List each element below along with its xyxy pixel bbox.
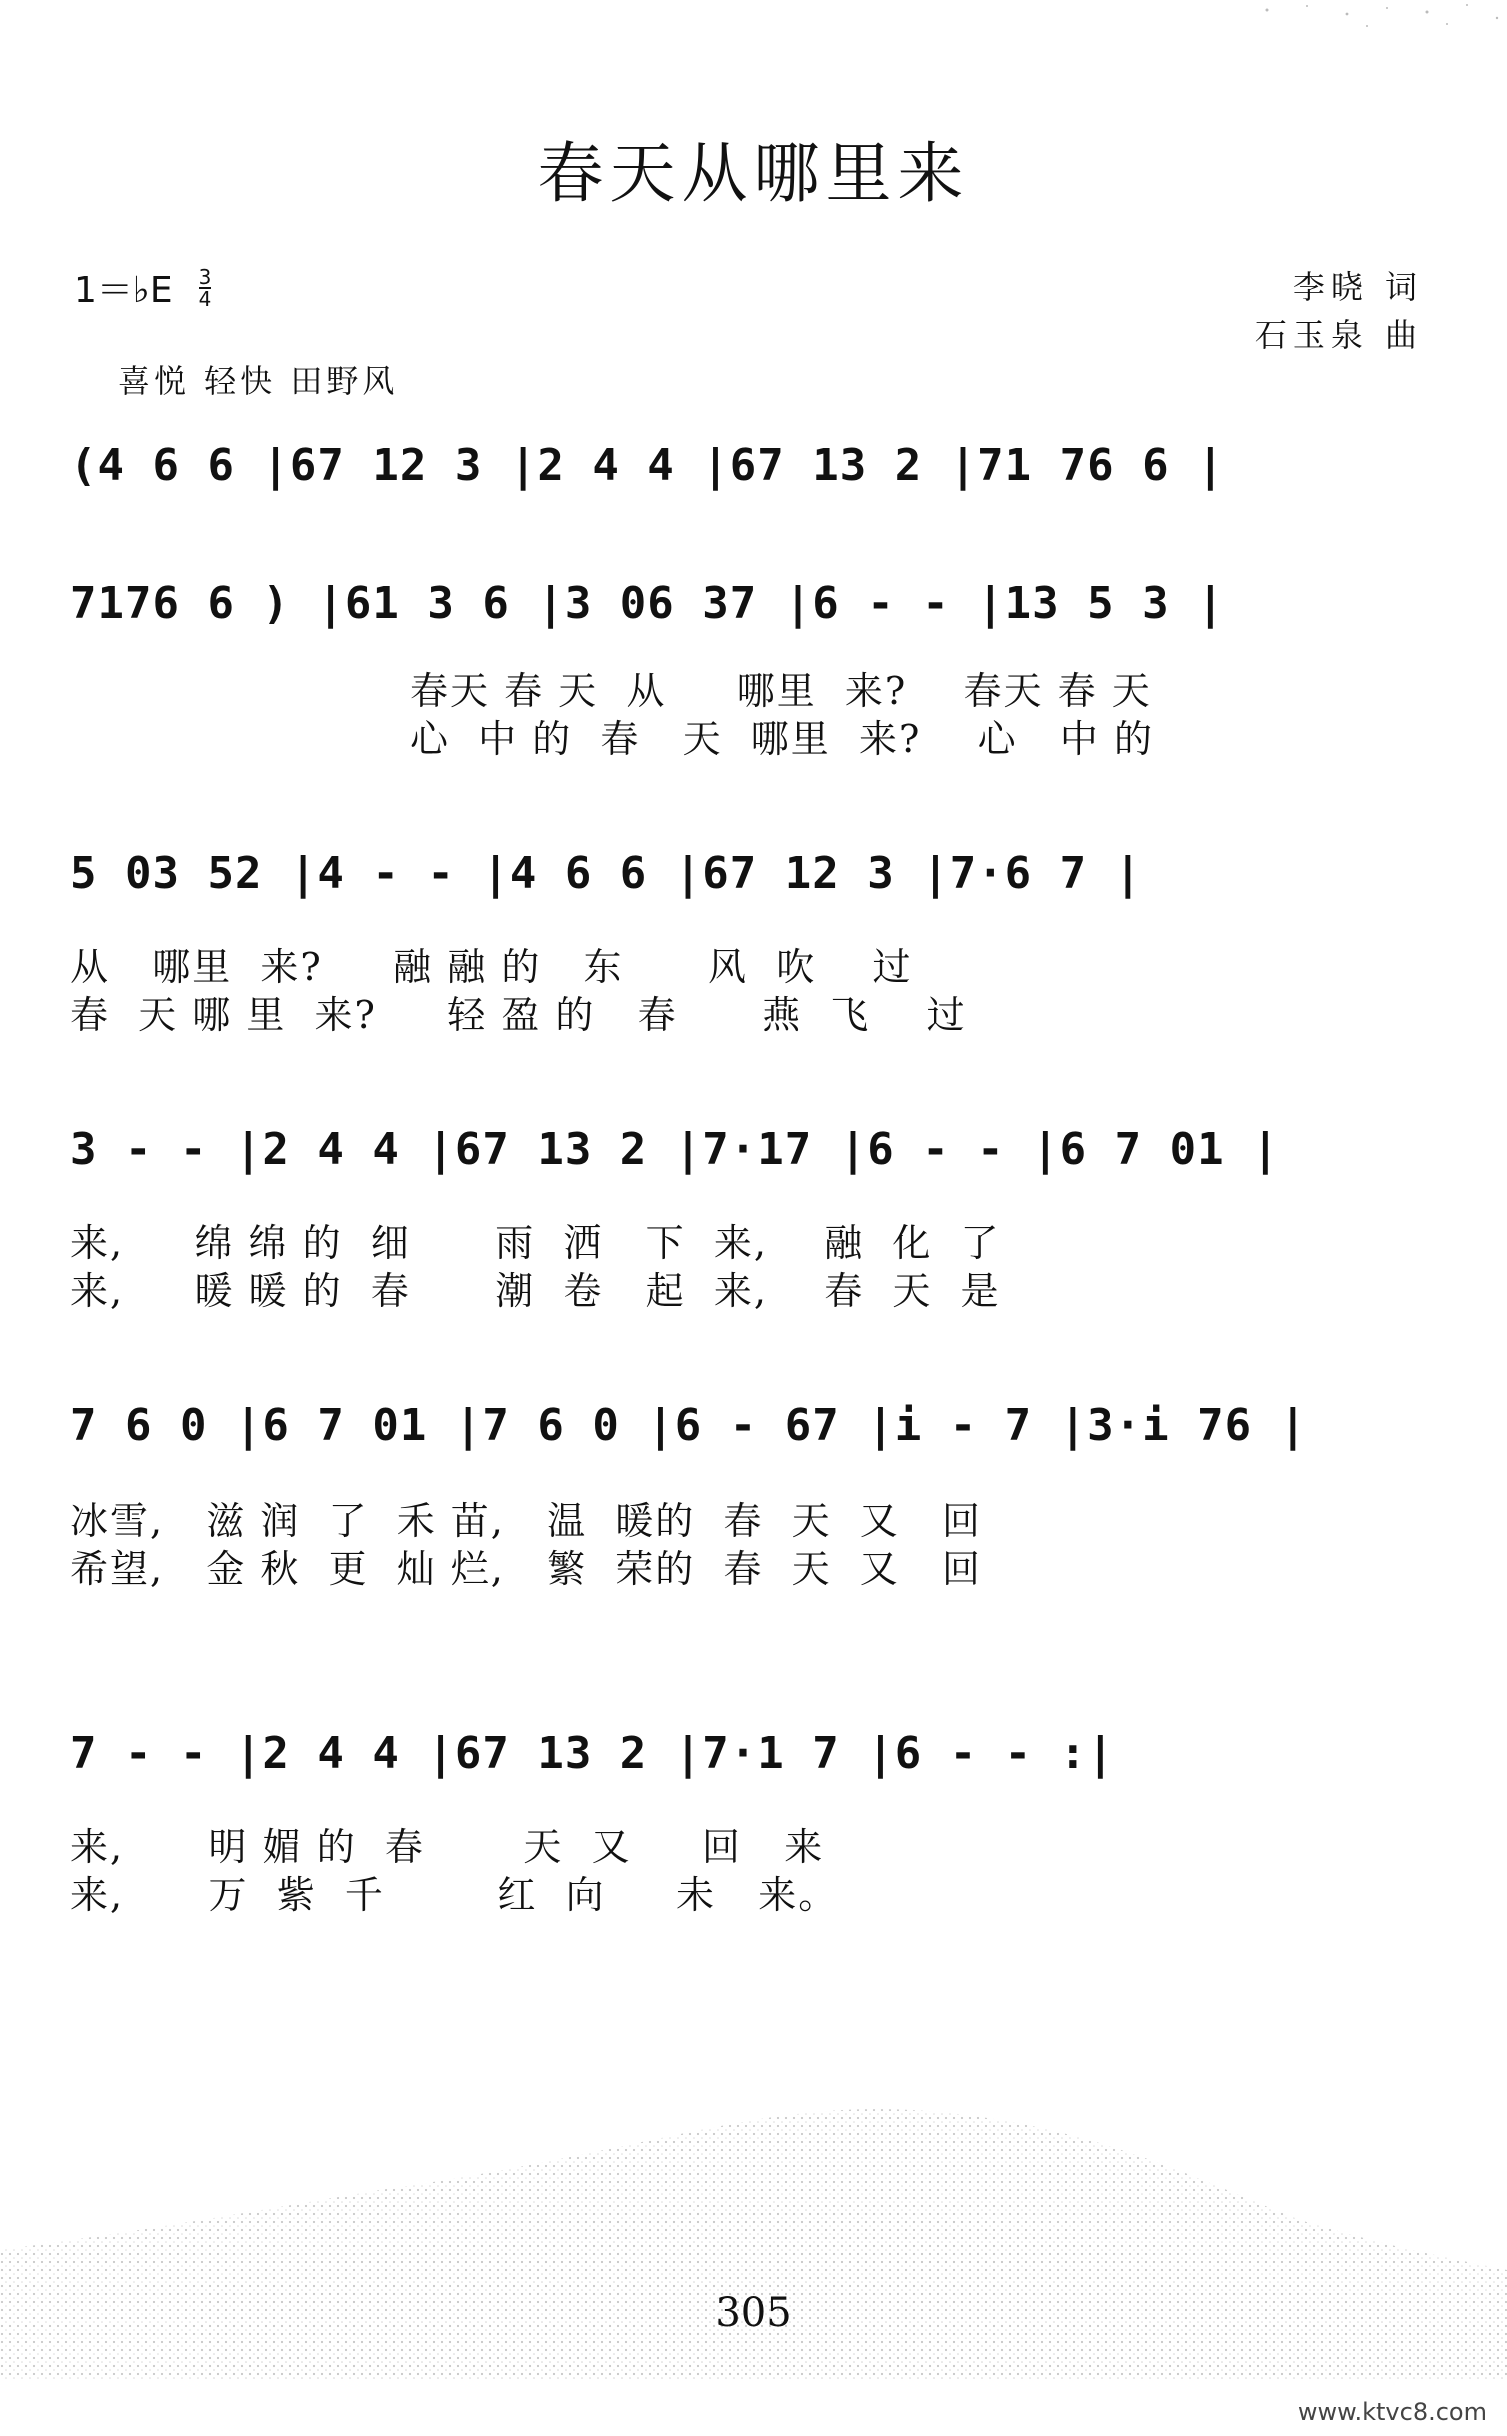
time-signature-top: 3 xyxy=(198,264,212,289)
lyric-line-2-verse-2: 心 中 的 春 天 哪里 来? 心 中 的 xyxy=(410,717,1154,761)
lyric-line-2-verse-1: 春天 春 天 从 哪里 来? 春天 春 天 xyxy=(410,669,1152,713)
lyric-line-4-verse-2: 来, 暖 暖 的 春 潮 卷 起 来, 春 天 是 xyxy=(70,1269,1001,1313)
lyric-line-5-verse-1: 冰雪, 滋 润 了 禾 苗, 温 暖的 春 天 又 回 xyxy=(70,1499,982,1543)
lyric-line-4-verse-1: 来, 绵 绵 的 细 雨 洒 下 来, 融 化 了 xyxy=(70,1221,1001,1265)
notation-line-3: 5 03 52 |4 - - |4 6 6 |67 12 3 |7·6 7 | xyxy=(70,848,1143,899)
lyricist-credit: 李晓 词 xyxy=(1292,268,1423,306)
lyric-line-5-verse-2: 希望, 金 秋 更 灿 烂, 繁 荣的 春 天 又 回 xyxy=(70,1547,982,1591)
notation-line-6: 7 - - |2 4 4 |67 13 2 |7·1 7 |6 - - :| xyxy=(70,1728,1115,1779)
notation-line-4: 3 - - |2 4 4 |67 13 2 |7·17 |6 - - |6 7 01 | xyxy=(70,1124,1280,1175)
time-signature xyxy=(198,264,212,311)
key-signature xyxy=(74,262,211,313)
lyric-line-3-verse-1: 从 哪里 来? 融 融 的 东 风 吹 过 xyxy=(70,945,913,989)
notation-line-1: (4 6 6 |67 12 3 |2 4 4 |67 13 2 |71 76 6 | xyxy=(70,440,1225,491)
tempo-marking: 喜悦 轻快 田野风 xyxy=(118,362,399,400)
song-title: 春天从哪里来 xyxy=(537,135,970,212)
page-number: 305 xyxy=(715,2290,792,2336)
lyric-line-6-verse-1: 来, 明 媚 的 春 天 又 回 来 xyxy=(70,1825,825,1869)
notation-line-2: 7176 6 ) |61 3 6 |3 06 37 |6 - - |13 5 3 | xyxy=(70,578,1225,629)
composer-credit: 石玉泉 曲 xyxy=(1254,316,1423,354)
time-signature-bottom: 4 xyxy=(198,286,212,311)
notation-line-5: 7 6 0 |6 7 01 |7 6 0 |6 - 67 |i - 7 |3·i 76 | xyxy=(70,1400,1308,1451)
lyric-line-6-verse-2: 来, 万 紫 千 红 向 未 来。 xyxy=(70,1873,839,1917)
page-speckle-decoration xyxy=(1247,0,1507,40)
key-label: 1＝♭E xyxy=(74,270,173,311)
lyric-line-3-verse-2: 春 天 哪 里 来? 轻 盈 的 春 燕 飞 过 xyxy=(70,993,967,1037)
site-watermark: www.ktvc8.com xyxy=(1297,2398,1487,2426)
